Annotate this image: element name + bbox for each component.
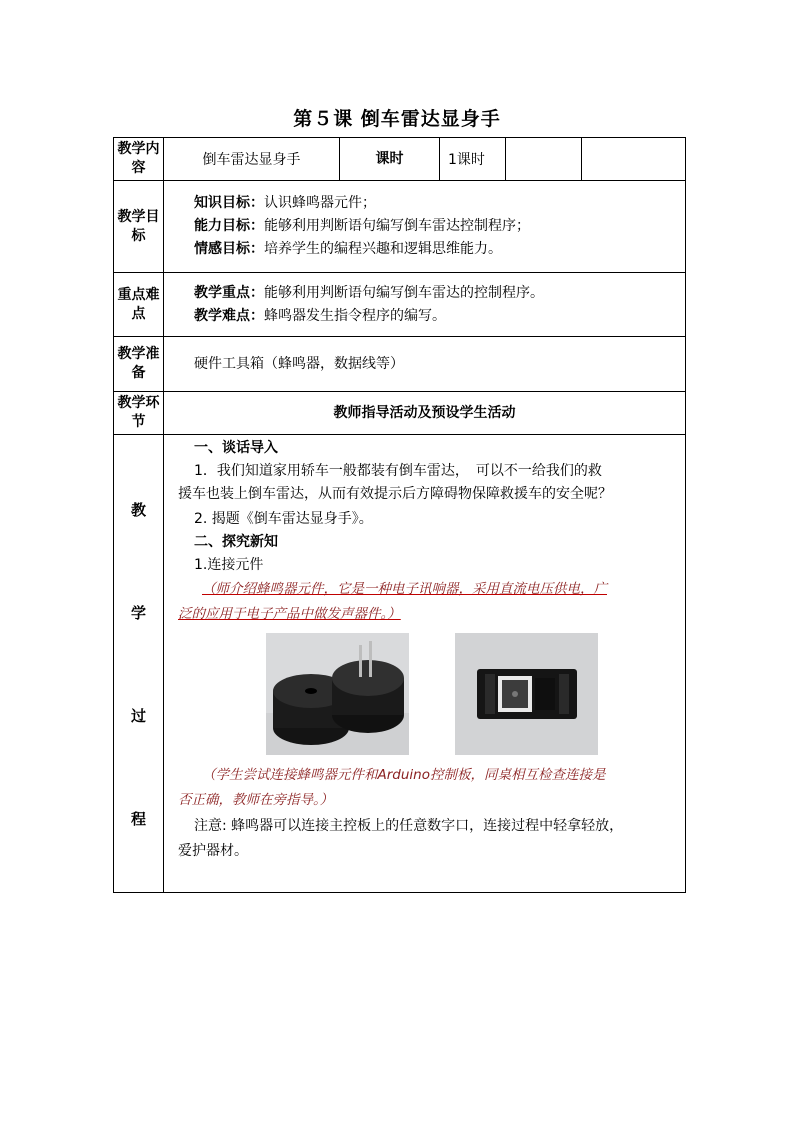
process-content (164, 435, 686, 893)
process-label (114, 435, 164, 893)
prep-text: 硬件工具箱（蜂鸣器，数据线等） (194, 355, 404, 372)
goal-emotion: 情感目标：培养学生的编程兴趣和逻辑思维能力。 (194, 241, 502, 257)
student-note-cont: 否正确，教师在旁指导。） (178, 792, 334, 808)
prep-row (114, 337, 686, 392)
lesson-plan-table (113, 137, 686, 893)
content-row (114, 138, 686, 181)
focus-label: 重点难点 (114, 273, 164, 337)
content-value: 倒车雷达显身手 (164, 138, 340, 181)
attention-tip-cont: 爱护器材。 (178, 843, 248, 859)
focus-key-point: 教学重点：能够利用判断语句编写倒车雷达的控制程序。 (194, 284, 544, 301)
process-label-char: 教 (130, 500, 146, 519)
buzzer-photo-2 (455, 633, 598, 755)
process-row (114, 435, 686, 893)
goals-row (114, 181, 686, 273)
subsection-connect: 1.连接元件 (194, 557, 264, 573)
prep-content (164, 337, 686, 392)
focus-difficulty: 教学难点：蜂鸣器发生指令程序的编写。 (194, 307, 446, 324)
buzzer-photo-1 (266, 633, 409, 755)
process-label-char: 过 (130, 706, 146, 725)
buzzer-photos (164, 633, 685, 755)
content-label: 教学内容 (114, 138, 164, 181)
empty-cell (582, 138, 686, 181)
intro-paragraph-1: 1．我们知道家用轿车一般都装有倒车雷达， 可以不一给我们的救 (194, 463, 602, 479)
goal-knowledge: 知识目标：认识蜂鸣器元件； (194, 195, 376, 211)
attention-tip: 注意: 蜂鸣器可以连接主控板上的任意数字口，连接过程中轻拿轻放， (194, 818, 624, 834)
section-intro-heading: 一、谈话导入 (194, 440, 278, 456)
stage-row (114, 392, 686, 435)
hours-value: 1课时 (440, 138, 506, 181)
process-label-char: 学 (130, 603, 146, 622)
goals-content (164, 181, 686, 273)
goal-ability: 能力目标：能够利用判断语句编写倒车雷达控制程序； (194, 218, 530, 234)
stage-label: 教学环节 (114, 392, 164, 435)
empty-cell (506, 138, 582, 181)
goals-label: 教学目标 (114, 181, 164, 273)
focus-row (114, 273, 686, 337)
stage-header: 教师指导活动及预设学生活动 (164, 392, 686, 435)
process-label-char: 程 (130, 809, 146, 828)
page-title: 第５课 倒车雷达显身手 (293, 108, 501, 130)
student-note: （学生尝试连接蜂鸣器元件和Arduino控制板，同桌相互检查连接是 (202, 767, 606, 783)
section-explore-heading: 二、探究新知 (194, 534, 278, 550)
intro-paragraph-1-cont: 援车也装上倒车雷达，从而有效提示后方障碍物保障救援车的安全呢？ (178, 486, 612, 502)
hours-label: 课时 (340, 138, 440, 181)
teacher-note: （师介绍蜂鸣器元件，它是一种电子讯响器，采用直流电压供电，广 (202, 581, 607, 597)
intro-paragraph-2: 2. 揭题《倒车雷达显身手》。 (194, 511, 373, 527)
focus-content (164, 273, 686, 337)
teacher-note-cont: 泛的应用于电子产品中做发声器件。） (178, 606, 401, 622)
prep-label: 教学准备 (114, 337, 164, 392)
